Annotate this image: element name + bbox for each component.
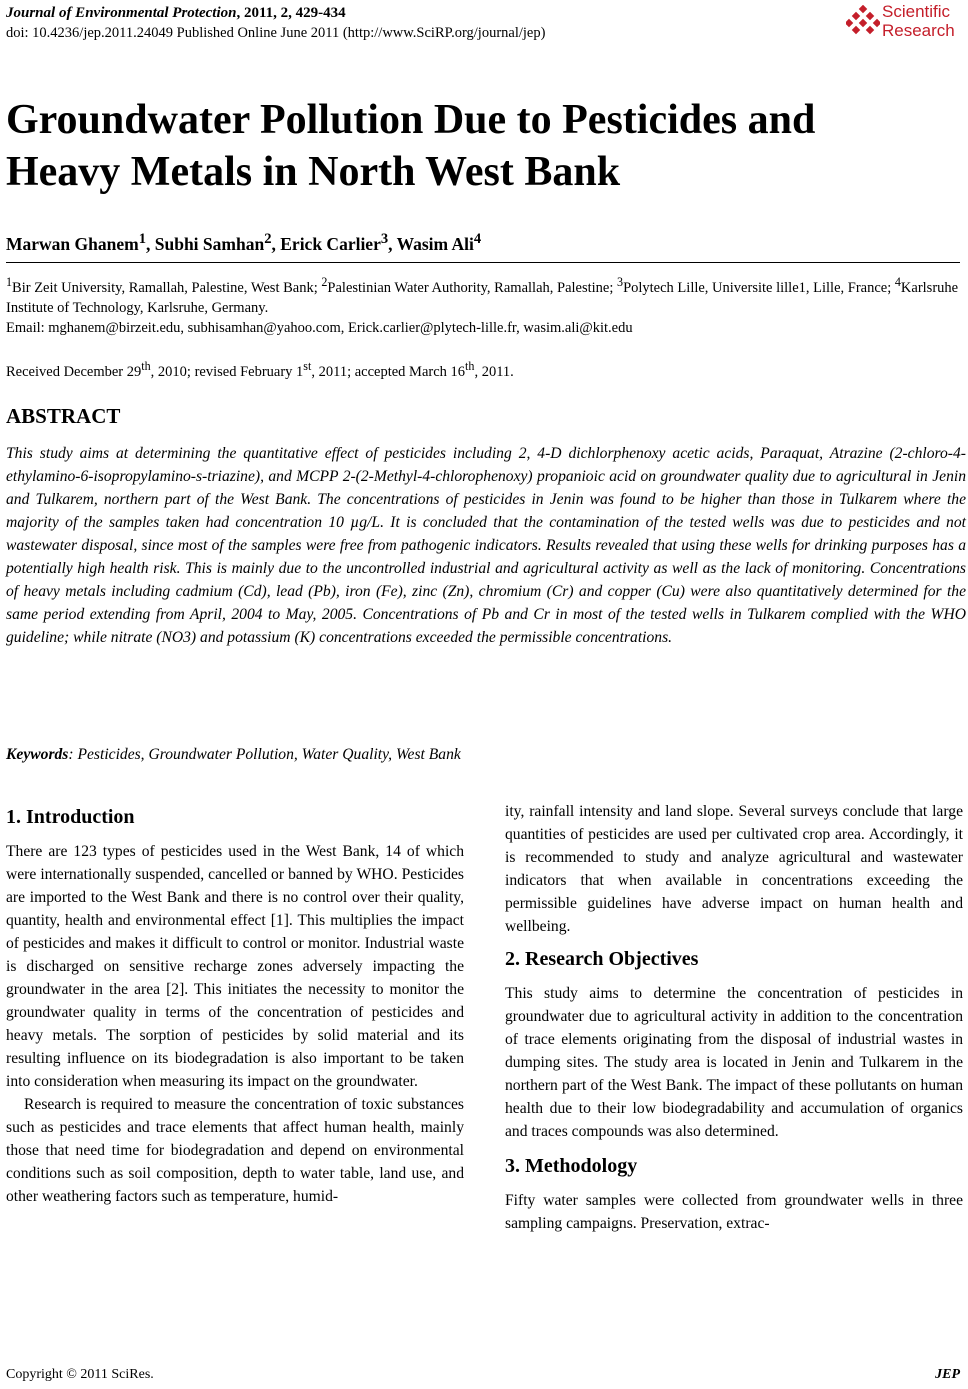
paragraph: Fifty water samples were collected from groundwater wells in three sampling campaigns. Preservation, extrac- [505,1192,963,1232]
author-name: Marwan Ghanem [6,233,139,254]
author-name: Wasim Ali [396,233,474,254]
paper-title [6,94,956,198]
author-name: Subhi Samhan [154,233,265,254]
author-sup: 2 [264,231,272,247]
title-line-2: Heavy Metals in North West Bank [6,149,621,195]
keywords-text: : Pesticides, Groundwater Pollution, Water Quality, West Bank [68,746,461,763]
received-dates: Received December 29th, 2010; revised February 1st, 2011; accepted March 16th, 2011. [6,359,514,380]
abstract-heading: ABSTRACT [6,404,121,428]
title-line-1: Groundwater Pollution Due to Pesticides and [6,97,816,143]
publisher-logo [846,2,964,42]
doi-line: doi: 10.4236/jep.2011.24049 Published Online June 2011 (http://www.SciRP.org/journal/jep) [6,25,546,41]
header-divider [6,262,960,263]
journal-volume: , 2011, 2, 429-434 [236,5,346,21]
affiliations: $^1$Bir Zeit University, Ramallah, Palestine, West Bank; $^2$Palestinian Water Authority, Ramallah, Palestine; $^3$Polytech Lille, Universite lille1, Lille, France; $^4$Karlsruhe Institute of Technology, Karlsruhe, Germany. Email: mghanem@birzeit.edu, subhisamhan@yahoo.com, Erick.carlier@plytech-lille.fr, wasim.ali@kit.edu [6,272,962,338]
author-name: Erick Carlier [280,233,381,254]
author-list: Marwan Ghanem$^1$, Subhi Samhan$^2$, Erick Carlier$^3$, Wasim Ali$^4$ [6,231,482,254]
logo-text: Scientific Research [882,2,955,40]
author-sup: 3 [380,231,389,247]
paragraph: Research is required to measure the concentration of toxic substances such as pesticides and trace elements that affect human health, mainly those that need time for biodegradation and depend on environmental conditions such as soil composition, depth to water table, land use, and other weathering factors such as temperature, humid- [6,1096,464,1205]
author-sup: 1 [138,231,146,247]
paragraph: There are 123 types of pesticides used in the West Bank, 14 of which were internationally suspended, cancelled or banned by WHO. Pesticides are imported to the West Bank and there is no control over their quality, quantity, health and environmental effect [1]. This multiplies the impact of pesticides and makes it difficult to control or monitor. Industrial waste is discharged on sensitive recharge zones adversely impacting the groundwater in the area [2]. This initiates the necessity to monitor the groundwater quality in terms of the concentration of pesticides and heavy metals. The sorption of pesticides by solid material and its resulting influence on its biodegradation is also important to be taken into consideration when measuring its impact on the groundwater. [6,843,464,1090]
footer-journal-abbr: JEP [935,1367,960,1382]
footer-copyright: Copyright © 2011 SciRes. [6,1367,154,1382]
section-heading-introduction: 1. Introduction [6,806,135,828]
abstract-body: This study aims at determining the quantitative effect of pesticides including 2, 4-D dichlorphenoxy acetic acids, Paraquat, Atrazine (2-chloro-4-ethylamino-6-isopropylamino-s-triazine), and MCPP 2-(2-Methyl-4-chlorophenoxy) propanioic acid on groundwater quality due to agricultural in Jenin and Tulkarem, northern part of the West Bank. The concentrations of pesticides in Jenin was found to be higher than those in Tulkarem where the majority of the samples taken had concentration 10 µg/L. It is concluded that the contamination of the tested wells was due to pesticides and not wastewater disposal, since most of the samples were free from pathogenic indicators. Results revealed that using these wells for drinking purposes has a potentially high health risk. This is mainly due to the uncontrolled industrial and agricultural activity as well as the lack of monitoring. Concentrations of heavy metals including cadmium (Cd), lead (Pb), iron (Fe), zinc (Zn), chromium (Cr) and copper (Cu) were also quantitatively determined for the same period extending from April, 2004 to May, 2005. Concentrations of Pb and Cr in most of the tested wells in Tulkarem complied with the WHO guideline; while nitrate (NO3) and potassium (K) concentrations exceeded the permissible concentrations. [6,445,966,646]
keywords-label: Keywords [6,746,69,763]
author-sup: 4 [473,231,482,247]
journal-citation [6,4,346,22]
email-line: Email: mghanem@birzeit.edu, subhisamhan@yahoo.com, Erick.carlier@plytech-lille.fr, wasim.ali@kit.edu [6,319,633,336]
keywords-line [6,744,461,766]
paragraph: This study aims to determine the concentration of pesticides in groundwater due to agricultural activity in addition to the concentration of trace elements originating from the disposal of industrial wastes in dumping sites. The study area is located in Jenin and Tulkarem in the northern part of the West Bank. The impact of these pollutants on human health due to their low biodegradability and accumulation of organics and traces compounds was also determined. [505,985,963,1140]
right-column [505,800,963,1235]
journal-name: Journal of Environmental Protection [6,5,237,21]
section-heading-methodology: 3. Methodology [505,1155,638,1177]
left-column [6,804,464,1208]
paragraph: ity, rainfall intensity and land slope. Several surveys conclude that large quantities of pesticides are used per cultivated crop area. Accordingly, it is recommended to study and analyze agricultural and wastewater indicators that when available in concentrations exceeding the permissible guidelines have adverse impact on human health and wellbeing. [505,803,963,935]
logo-mark-icon [846,5,880,39]
section-heading-objectives: 2. Research Objectives [505,948,699,970]
